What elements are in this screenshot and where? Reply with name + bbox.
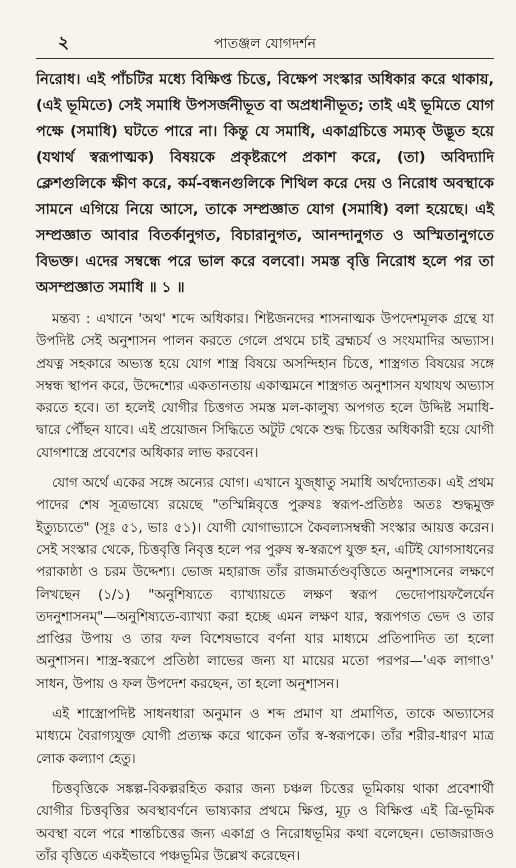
- running-title: পাতঞ্জল যোগদর্শন: [214, 36, 316, 52]
- page-header: [36, 26, 494, 56]
- body-paragraph: চিত্তবৃত্তিকে সঙ্কল্প-বিকল্পরহিত করার জন্য চঞ্চল চিত্তের ভূমিকায় থাকা প্রবেশার্থী যোগীর চিত্তবৃত্তির অবস্থাবর্ণনে ভাষ্যকার প্রথমে ক্ষিপ্ত, মূঢ় ও বিক্ষিপ্ত এই ত্রি-ভূমিক অবস্থা বলে পরে শান্তচিত্তের জন্য একাগ্র ও নিরোধভূমির কথা বলেছেন। ভোজরাজও তাঁর বৃত্তিতে একইভাবে পঞ্চভূমির উল্লেখ করেছেন।: [36, 781, 494, 864]
- page-number: ২: [58, 33, 70, 53]
- body-paragraph: যোগ অর্থে একের সঙ্গে অন্যের যোগ। এখানে যুজ্ধাতু সমাধি অর্থদ্যোতক। এই প্রথম পাদের শেষ সূত্রভাষ্যে রয়েছে "তস্মিন্নিবৃত্তে পুরুষঃ স্বরূপ-প্রতিষ্ঠঃ অতঃ শুদ্ধমুক্ত ইত্যুচ্যতে" (সূঃ ৫১, ভাঃ ৫১)। যোগী যোগাভ্যাসে কৈবল্যসম্বন্ধী সংস্কার আয়ত্ত করেন। সেই সংস্কার থেকে, চিত্তবৃত্তি নিবৃত্ত হলে পর পুরুষ স্ব-স্বরূপে যুক্ত হন, এটিই যোগসাধনের পরাকাষ্ঠা ও চরম উদ্দেশ্য। ভোজ মহারাজ তাঁর রাজমার্তণ্ডবৃত্তিতে অনুশাসনের লক্ষণে লিখছেন (১/১) "অনুশিষ্যতে ব্যাখ্যায়তে লক্ষণ স্বরূপ ভেদোপায়ফলৈর্যেন তদনুশাসনম্"—অনুশিষ্যতে-ব্যাখ্যা করা হচ্ছে এমন লক্ষণ যার, স্বরূপগত ভেদ ও তার প্রাপ্তির উপায় ও তার ফল বিশেষভাবে বর্ণনা যার মাধ্যমে প্রতিপাদিত তা হলো অনুশাসন। শাস্ত্র-স্বরূপে প্রতিষ্ঠা লাভের জন্য যা মায়ের মতো পরপর—'এক লাগাও' সাধন, উপায় ও ফল উপদেশ করছেন, তা হলো অনুশাসন।: [36, 476, 494, 692]
- note-paragraph: মন্তব্য : এখানে 'অথ' শব্দে অধিকার। শিষ্টজনদের শাসনাত্মক উপদেশমূলক গ্রন্থে যা উপদিষ্ট সেই অনুশাসন পালন করতে গেলে প্রথমে চাই ব্রহ্মচর্য ও সংযমাদির অভ্যাস। প্রযত্ন সহকারে অভ্যস্ত হয়ে যোগ শাস্ত্র বিষয়ে অসন্দিহান চিত্তে, শাস্ত্রগত বিষয়ের সঙ্গে সম্বন্ধ স্থাপন করে, উদ্দেশ্যের একতানতায় একাত্মমনে শাস্ত্রগত অনুশাসন যথাযথ অভ্যাস করতে হবে। তা হলেই যোগীর চিত্তগত সমস্ত মল-কালুষ্য অপগত হলে উদ্দিষ্ট সমাধি-দ্বারে পৌঁছন যাবে। এই প্রয়োজন সিদ্ধিতে অটুট থেকে শুদ্ধ চিত্তের অধিকারী হয়ে যোগী যোগশাস্ত্রে প্রবেশের অধিকার লাভ করবেন।: [36, 312, 494, 461]
- sutra-commentary-paragraph: নিরোধ। এই পাঁচটির মধ্যে বিক্ষিপ্ত চিত্তে, বিক্ষেপ সংস্কার অধিকার করে থাকায়, (এই ভূমিতে) সেই সমাধি উপসর্জনীভূত বা অপ্রধানীভূত; তাই এই ভূমিতে যোগ পক্ষে (সমাধি) ঘটতে পারে না। কিন্তু যে সমাধি, একাগ্রচিত্তে সম্যক্ উদ্ভূত হয়ে (যথার্থ স্বরূপাত্মক) বিষয়কে প্রকৃষ্টরূপে প্রকাশ করে, (তা) অবিদ্যাদি ক্লেশগুলিকে ক্ষীণ করে, কর্ম-বন্ধনগুলিকে শিথিল করে দেয় ও নিরোধ অবস্থাকে সামনে এগিয়ে নিয়ে আসে, তাকে সম্প্রজ্ঞাত যোগ (সমাধি) বলা হয়েছে। এই সম্প্রজ্ঞাত আবার বিতর্কানুগত, বিচারানুগত, আনন্দানুগত ও অস্মিতানুগতে বিভক্ত। এদের সম্বন্ধে পরে ভাল করে বলবো। সমস্ত বৃত্তি নিরোধ হলে পর তা অসম্প্রজ্ঞাত সমাধি ॥ ১ ॥: [36, 71, 494, 296]
- header-divider: [36, 58, 494, 59]
- body-paragraph: এই শাস্ত্রোপদিষ্ট সাধনধারা অনুমান ও শব্দ প্রমাণ যা প্রমাণিত, তাকে অভ্যাসের মাধ্যমে বৈরাগ্যযুক্ত যোগী প্রত্যক্ষ করে থাকেন তাঁর স্ব-স্বরূপকে। তাঁর শরীর-ধারণ মাত্র লোক কল্যাণ হেতু।: [36, 707, 494, 767]
